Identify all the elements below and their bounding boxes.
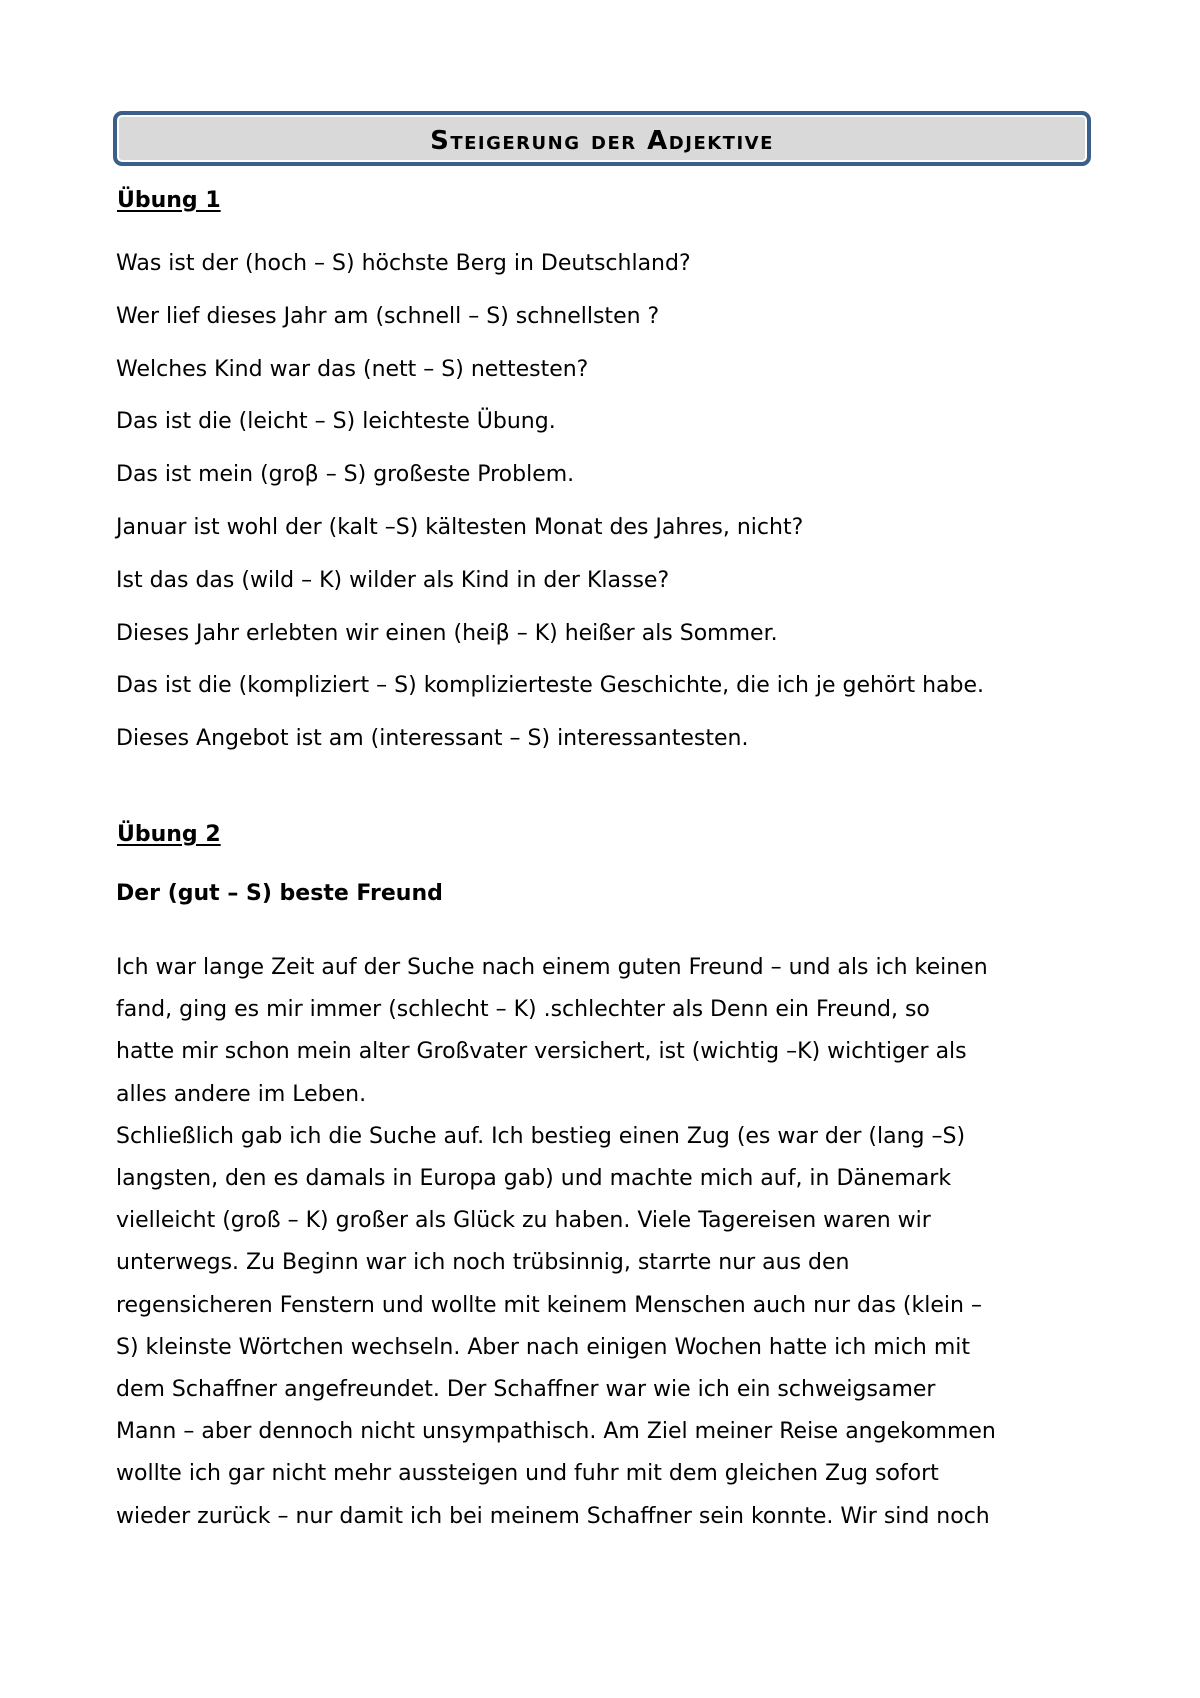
story-line: wieder zurück – nur damit ich bei meinem Schaffner sein konnte. Wir sind noch bbox=[116, 1503, 990, 1529]
story-paragraph bbox=[116, 947, 1101, 1538]
story-line: dem Schaffner angefreundet. Der Schaffner war wie ich ein schweigsamer bbox=[116, 1377, 936, 1403]
exercise1-sentence: Dieses Angebot ist am (interessant – S) interessantesten. bbox=[116, 726, 749, 752]
exercise1-sentence: Das ist mein (groβ – S) großeste Problem. bbox=[116, 462, 575, 488]
story-line: unterwegs. Zu Beginn war ich noch trübsinnig, starrte nur aus den bbox=[116, 1250, 850, 1276]
story-line: langsten, den es damals in Europa gab) und machte mich auf, in Dänemark bbox=[116, 1166, 952, 1192]
exercise1-sentence: Welches Kind war das (nett – S) nettesten? bbox=[116, 356, 589, 382]
story-line: fand, ging es mir immer (schlecht – K) .schlechter als Denn ein Freund, so bbox=[116, 997, 930, 1023]
exercise1-sentence-list bbox=[116, 238, 984, 766]
story-line: S) kleinste Wörtchen wechseln. Aber nach einigen Wochen hatte ich mich mit bbox=[116, 1334, 971, 1360]
exercise1-sentence: Dieses Jahr erlebten wir einen (heiβ – K) heißer als Sommer. bbox=[116, 620, 778, 646]
exercise2-heading: Übung 2 bbox=[117, 822, 221, 847]
exercise1-sentence: Ist das das (wild – K) wilder als Kind in der Klasse? bbox=[116, 567, 670, 593]
exercise1-heading: Übung 1 bbox=[117, 188, 221, 213]
exercise1-sentence: Das ist die (leicht – S) leichteste Übung. bbox=[116, 409, 556, 435]
title-banner bbox=[113, 111, 1091, 166]
exercise1-sentence: Januar ist wohl der (kalt –S) kältesten Monat des Jahres, nicht? bbox=[116, 514, 804, 540]
exercise1-sentence: Wer lief dieses Jahr am (schnell – S) schnellsten ? bbox=[116, 303, 660, 329]
story-line: regensicheren Fenstern und wollte mit keinem Menschen auch nur das (klein – bbox=[116, 1292, 982, 1318]
story-line: Schließlich gab ich die Suche auf. Ich bestieg einen Zug (es war der (lang –S) bbox=[116, 1123, 966, 1149]
story-line: wollte ich gar nicht mehr aussteigen und fuhr mit dem gleichen Zug sofort bbox=[116, 1461, 939, 1487]
story-line: Mann – aber dennoch nicht unsympathisch. Am Ziel meiner Reise angekommen bbox=[116, 1419, 996, 1445]
story-line: vielleicht (groß – K) großer als Glück zu haben. Viele Tagereisen waren wir bbox=[116, 1208, 931, 1234]
story-title: Der (gut – S) beste Freund bbox=[116, 881, 443, 906]
story-line: hatte mir schon mein alter Großvater versichert, ist (wichtig –K) wichtiger als bbox=[116, 1039, 967, 1065]
story-line: alles andere im Leben. bbox=[116, 1081, 367, 1107]
exercise1-sentence: Das ist die (kompliziert – S) komplizierteste Geschichte, die ich je gehört habe. bbox=[116, 673, 985, 699]
exercise1-sentence: Was ist der (hoch – S) höchste Berg in Deutschland? bbox=[116, 251, 691, 276]
story-line: Ich war lange Zeit auf der Suche nach einem guten Freund – und als ich keinen bbox=[116, 955, 988, 980]
page-title: Steigerung der Adjektive bbox=[430, 125, 774, 156]
